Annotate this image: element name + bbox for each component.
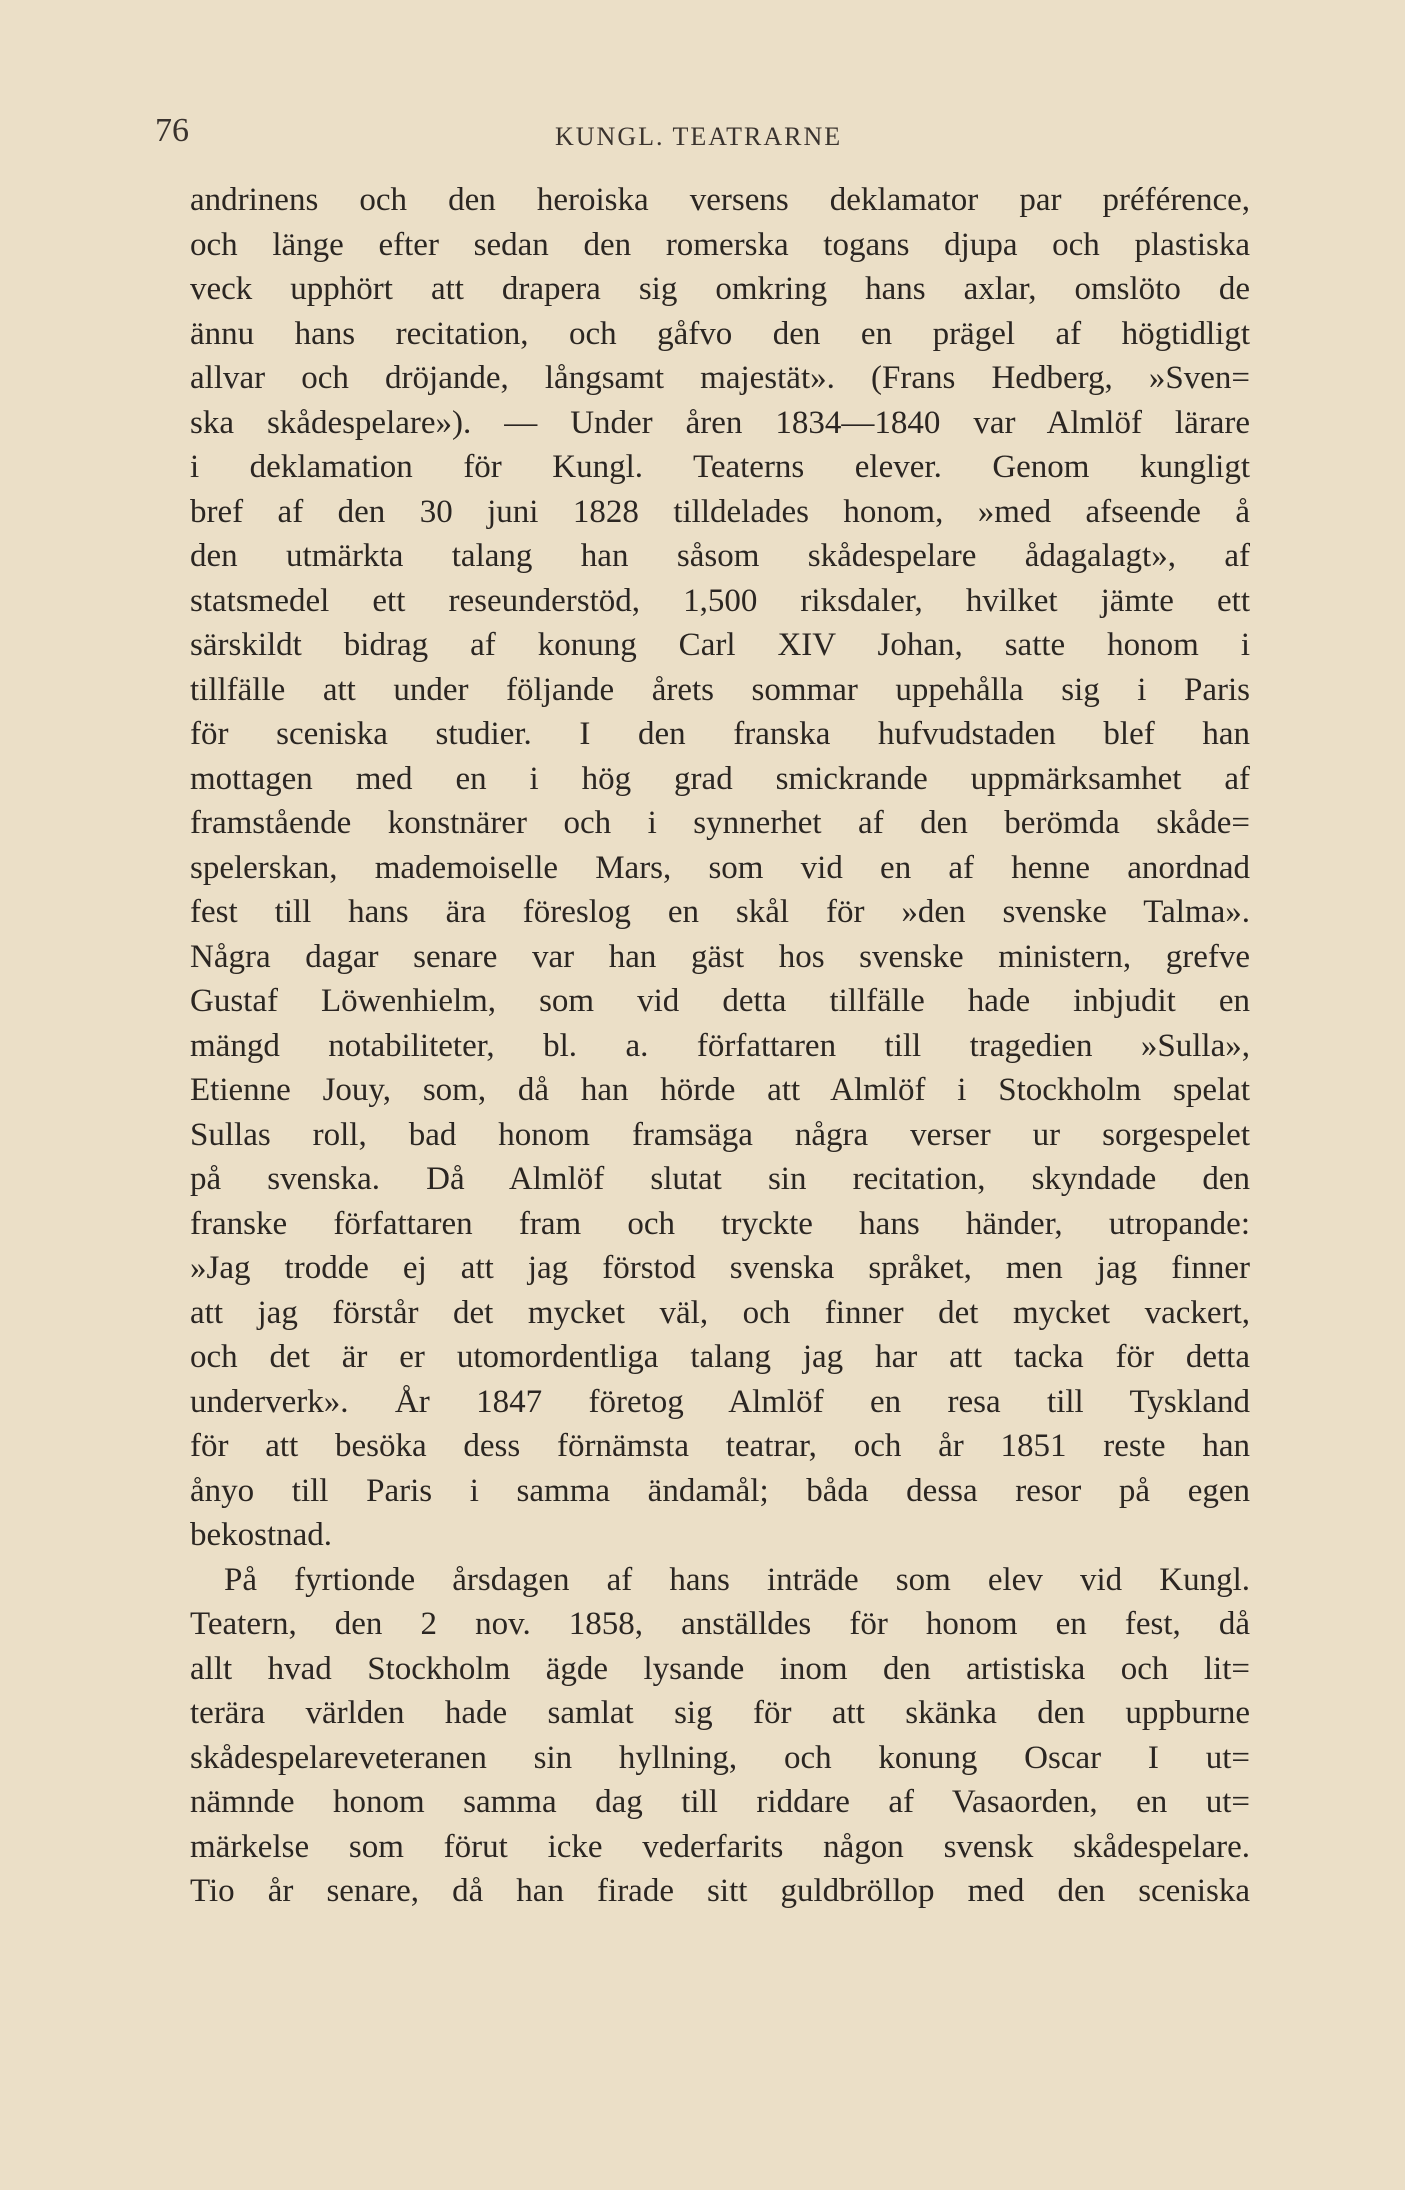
text-line: andrinens och den heroiska versens deklamator par préférence, <box>190 182 1250 218</box>
text-line: märkelse som förut icke vederfarits någon svensk skådespelare. <box>190 1828 1250 1865</box>
paragraph <box>190 178 1250 1558</box>
text-line: särskildt bidrag af konung Carl XIV Johan, satte honom i <box>190 627 1250 663</box>
text-line: statsmedel ett reseunderstöd, 1,500 riksdaler, hvilket jämte ett <box>190 582 1250 619</box>
running-head: KUNGL. TEATRARNE <box>555 122 843 151</box>
text-line: framstående konstnärer och i synnerhet af den berömda skåde= <box>190 805 1250 841</box>
text-line: den utmärkta talang han såsom skådespelare ådagalagt», af <box>190 538 1250 574</box>
text-line: allt hvad Stockholm ägde lysande inom den artistiska och lit= <box>190 1650 1250 1687</box>
text-line: nämnde honom samma dag till riddare af Vasaorden, en ut= <box>190 1784 1250 1820</box>
text-line: mängd notabiliteter, bl. a. författaren till tragedien »Sulla», <box>190 1027 1250 1064</box>
text-line: på svenska. Då Almlöf slutat sin recitation, skyndade den <box>190 1161 1250 1197</box>
paragraph <box>190 1558 1250 1914</box>
text-line: i deklamation för Kungl. Teaterns elever. Genom kungligt <box>190 449 1250 485</box>
text-line: för att besöka dess förnämsta teatrar, och år 1851 reste han <box>190 1428 1250 1464</box>
text-line: för sceniska studier. I den franska hufvudstaden blef han <box>190 716 1250 752</box>
text-line: ånyo till Paris i samma ändamål; båda dessa resor på egen <box>190 1472 1250 1509</box>
text-line: veck upphört att drapera sig omkring hans axlar, omslöto de <box>190 271 1250 307</box>
text-line: och länge efter sedan den romerska togans djupa och plastiska <box>190 226 1250 263</box>
text-line: Tio år senare, då han firade sitt guldbröllop med den sceniska <box>190 1873 1250 1909</box>
text-line: »Jag trodde ej att jag förstod svenska språket, men jag finner <box>190 1250 1250 1286</box>
text-line: Sullas roll, bad honom framsäga några verser ur sorgespelet <box>190 1116 1250 1153</box>
text-line: fest till hans ära föreslog en skål för »den svenske Talma». <box>190 894 1250 930</box>
text-line: spelerskan, mademoiselle Mars, som vid en af henne anordnad <box>190 849 1250 886</box>
page-header <box>155 112 1255 152</box>
page-number: 76 <box>155 112 189 149</box>
text-line: ännu hans recitation, och gåfvo den en prägel af högtidligt <box>190 315 1250 352</box>
text-line: Teatern, den 2 nov. 1858, anställdes för honom en fest, då <box>190 1606 1250 1642</box>
text-line: mottagen med en i hög grad smickrande uppmärksamhet af <box>190 760 1250 797</box>
text-line: Gustaf Löwenhielm, som vid detta tillfälle hade inbjudit en <box>190 983 1250 1019</box>
text-line: skådespelareveteranen sin hyllning, och konung Oscar I ut= <box>190 1739 1250 1776</box>
text-line: franske författaren fram och tryckte hans händer, utropande: <box>190 1205 1250 1242</box>
text-line: bref af den 30 juni 1828 tilldelades honom, »med afseende å <box>190 493 1250 530</box>
text-line: ska skådespelare»). — Under åren 1834—1840 var Almlöf lärare <box>190 404 1250 441</box>
text-line: Etienne Jouy, som, då han hörde att Almlöf i Stockholm spelat <box>190 1072 1250 1108</box>
text-line: terära världen hade samlat sig för att skänka den uppburne <box>190 1695 1250 1731</box>
text-line: allvar och dröjande, långsamt majestät». (Frans Hedberg, »Sven= <box>190 360 1250 396</box>
text-line: och det är er utomordentliga talang jag har att tacka för detta <box>190 1339 1250 1375</box>
body-text <box>190 178 1250 1914</box>
text-line: På fyrtionde årsdagen af hans inträde som elev vid Kungl. <box>224 1561 1250 1598</box>
text-line: bekostnad. <box>190 1517 333 1553</box>
text-line: tillfälle att under följande årets sommar uppehålla sig i Paris <box>190 671 1250 708</box>
text-line: underverk». År 1847 företog Almlöf en resa till Tyskland <box>190 1383 1250 1420</box>
text-line: Några dagar senare var han gäst hos svenske ministern, grefve <box>190 938 1250 975</box>
text-line: att jag förstår det mycket väl, och finner det mycket vackert, <box>190 1294 1250 1331</box>
